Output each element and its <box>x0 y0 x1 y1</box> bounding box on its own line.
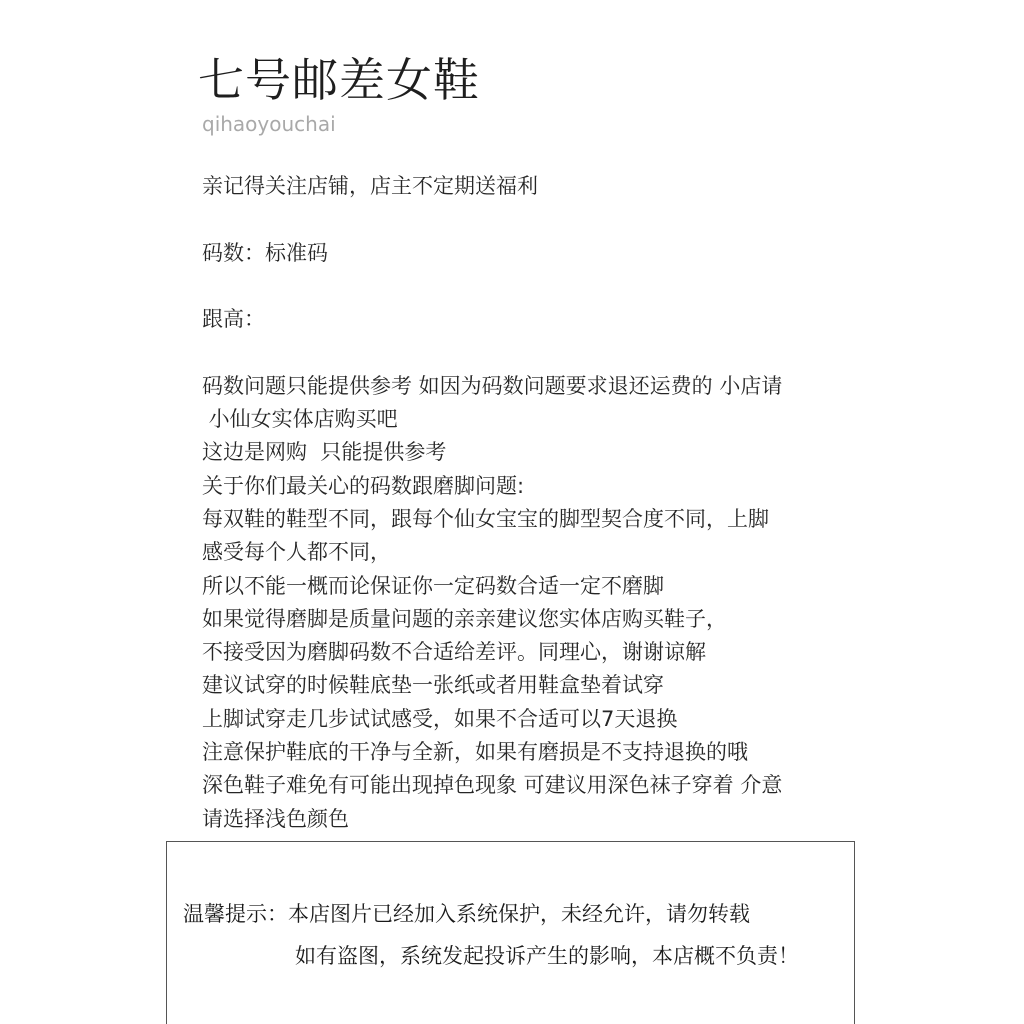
detail-line: 这边是网购 只能提供参考 <box>202 440 447 465</box>
spacer <box>202 203 842 236</box>
detail-line: 如果觉得磨脚是质量问题的亲亲建议您实体店购买鞋子， <box>202 606 727 631</box>
detail-line: 感受每个人都不同， <box>202 540 391 565</box>
spacer <box>202 270 842 303</box>
detail-line: 所以不能一概而论保证你一定码数合适一定不磨脚 <box>202 573 664 598</box>
detail-line: 请选择浅色颜色 <box>202 806 349 831</box>
size-line: 码数：标准码 <box>202 240 328 265</box>
detail-line: 小仙女实体店购买吧 <box>202 407 398 432</box>
detail-line: 不接受因为磨脚码数不合适给差评。同理心，谢谢谅解 <box>202 640 706 665</box>
notice-line-2: 如有盗图，系统发起投诉产生的影响，本店概不负责！ <box>295 944 799 968</box>
detail-line: 建议试穿的时候鞋底垫一张纸或者用鞋盒垫着试穿 <box>202 673 664 698</box>
shop-title: 七号邮差女鞋 <box>198 53 480 107</box>
detail-line: 上脚试穿走几步试试感受，如果不合适可以7天退换 <box>202 706 678 731</box>
detail-line: 码数问题只能提供参考 如因为码数问题要求退还运费的 小店请 <box>202 373 783 398</box>
detail-line: 深色鞋子难免有可能出现掉色现象 可建议用深色袜子穿着 介意 <box>202 773 783 798</box>
heel-line: 跟高： <box>202 307 265 332</box>
notice-line-1: 温馨提示：本店图片已经加入系统保护，未经允许，请勿转载 <box>183 902 750 926</box>
follow-note: 亲记得关注店铺，店主不定期送福利 <box>202 174 538 198</box>
shop-subtitle: qihaoyouchai <box>202 112 336 136</box>
detail-line: 注意保护鞋底的干净与全新，如果有磨损是不支持退换的哦 <box>202 740 748 765</box>
spacer <box>202 336 842 369</box>
description-block <box>202 170 842 836</box>
copyright-notice-box <box>166 841 855 1024</box>
detail-line: 每双鞋的鞋型不同，跟每个仙女宝宝的脚型契合度不同，上脚 <box>202 506 769 531</box>
detail-line: 关于你们最关心的码数跟磨脚问题: <box>202 473 525 498</box>
